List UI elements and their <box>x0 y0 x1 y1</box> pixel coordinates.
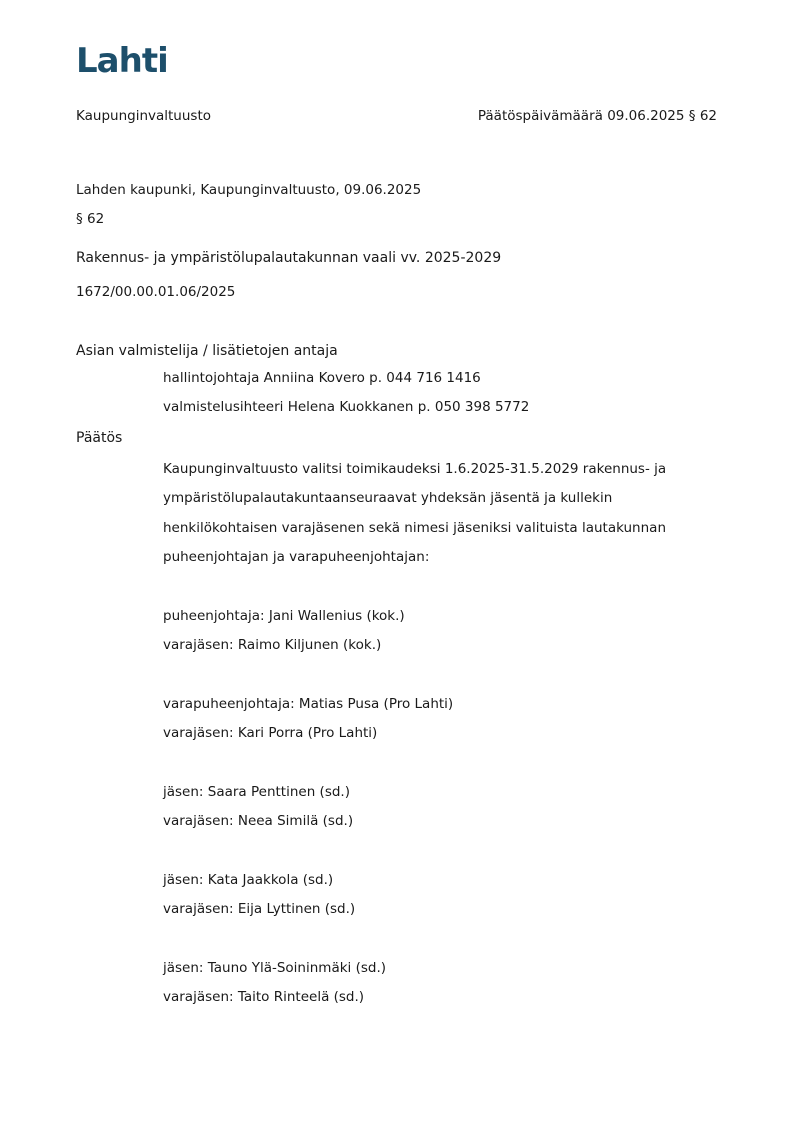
header-organ: Kaupunginvaltuusto <box>76 108 212 124</box>
lahti-logo: Lahti <box>76 41 168 81</box>
preparer-heading: Asian valmistelija / lisätietojen antaja <box>76 343 338 359</box>
decision-text: Kaupunginvaltuusto valitsi toimikaudeksi 1.6.2025-31.5.2029 rakennus- ja ympäristölupalautakuntaanseuraavat yhdeksän jäsentä ja kullekin henkilökohtaisen varajäsenen sekä nimesi jäseniksi valituista lautakunnan puheenjohtajan ja varapuheenjohtajan: <box>163 461 667 565</box>
decision-heading: Päätös <box>76 430 123 446</box>
member-deputy: varajäsen: Kari Porra (Pro Lahti) <box>163 725 378 742</box>
preparer-person-2: valmistelusihteeri Helena Kuokkanen p. 050 398 5772 <box>163 399 530 415</box>
header-decision-date: Päätöspäivämäärä 09.06.2025 § 62 <box>477 108 717 124</box>
member-deputy: varajäsen: Raimo Kiljunen (kok.) <box>163 637 382 654</box>
section-number: § 62 <box>76 211 105 227</box>
member-role: jäsen: Kata Jaakkola (sd.) <box>163 871 334 888</box>
diary-number: 1672/00.00.01.06/2025 <box>76 284 236 300</box>
member-pair <box>163 866 453 925</box>
member-pair <box>163 690 453 749</box>
member-role: varapuheenjohtaja: Matias Pusa (Pro Lahti) <box>163 695 454 712</box>
member-pair <box>163 954 453 1013</box>
member-deputy: varajäsen: Neea Similä (sd.) <box>163 813 354 830</box>
city-meeting-line: Lahden kaupunki, Kaupunginvaltuusto, 09.06.2025 <box>76 182 422 198</box>
member-role: jäsen: Tauno Ylä-Soininmäki (sd.) <box>163 959 387 976</box>
member-pair <box>163 778 453 837</box>
page-title: Rakennus- ja ympäristölupalautakunnan vaali vv. 2025-2029 <box>76 250 502 266</box>
preparer-person-1: hallintojohtaja Anniina Kovero p. 044 716 1416 <box>163 370 481 386</box>
member-role: jäsen: Saara Penttinen (sd.) <box>163 783 350 800</box>
member-deputy: varajäsen: Eija Lyttinen (sd.) <box>163 900 356 917</box>
member-list <box>163 602 453 1041</box>
member-pair <box>163 602 453 661</box>
member-role: puheenjohtaja: Jani Wallenius (kok.) <box>163 608 405 624</box>
member-deputy: varajäsen: Taito Rinteelä (sd.) <box>163 988 365 1005</box>
